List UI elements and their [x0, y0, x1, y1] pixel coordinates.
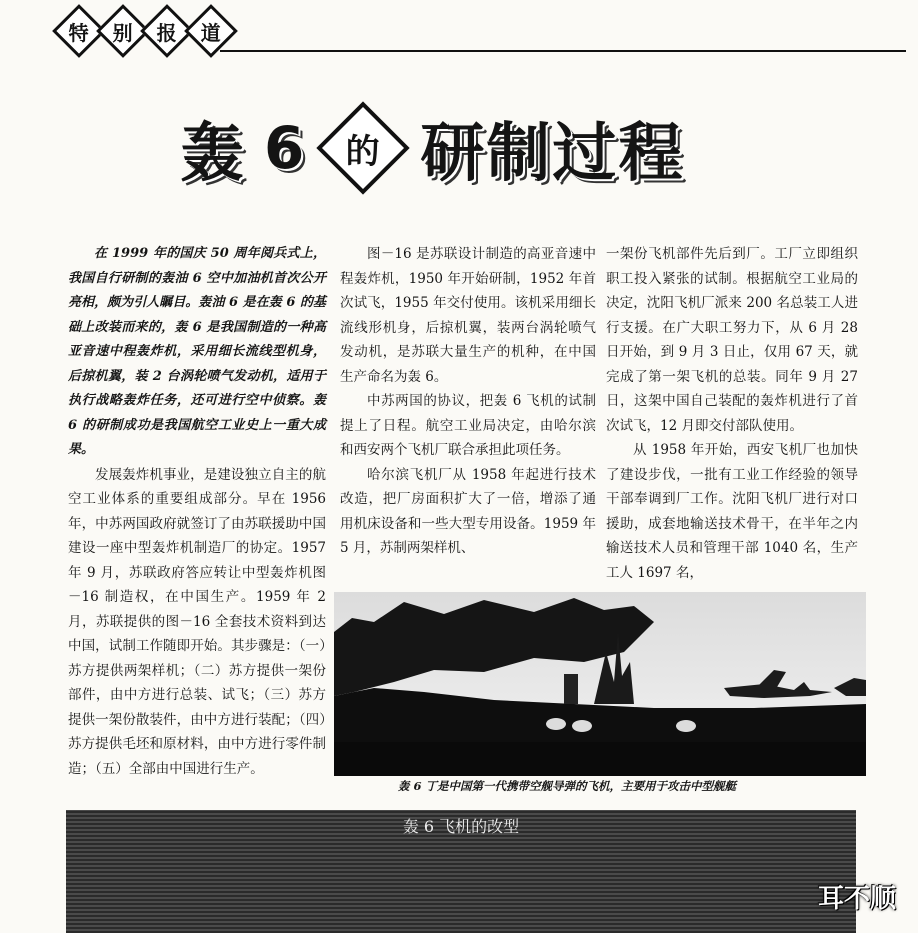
title-de: 的	[346, 131, 381, 172]
section-header	[60, 12, 230, 50]
variants-panel	[66, 810, 856, 933]
variants-panel-title: 轰 6 飞机的改型	[402, 817, 520, 836]
body-paragraph: 中苏两国的协议，把轰 6 飞机的试制提上了日程。航空工业局决定，由哈尔滨和西安两个飞机厂联合承担此项任务。	[340, 393, 596, 458]
body-paragraph: 从 1958 年开始，西安飞机厂也加快了建设步伐，一批有工业工作经验的领导干部奉调到厂工作。沈阳飞机厂进行对口援助，成套地输送技术骨干，在半年之内输送技术人员和管理干部 1040 名，生产工人 1697 名，	[606, 442, 858, 581]
title-number: 6	[264, 114, 307, 182]
title-part2: 研制过程	[420, 117, 685, 191]
column-3	[606, 242, 858, 585]
section-badge: 道	[184, 4, 238, 58]
body-paragraph: 哈尔滨飞机厂从 1958 年起进行技术改造，把厂房面积扩大了一倍，增添了通用机床设备和一些大型专用设备。1959 年 5 月，苏制两架样机、	[340, 466, 596, 556]
section-badge: 报	[140, 4, 194, 58]
title-part1: 轰	[180, 117, 246, 191]
watermark: 耳不顺	[817, 884, 896, 914]
aircraft-photo	[334, 592, 866, 776]
aircraft-photo-image	[334, 592, 866, 776]
body-paragraph: 图－16 是苏联设计制造的高亚音速中程轰炸机，1950 年开始研制，1952 年首次试飞，1955 年交付使用。该机采用细长流线形机身，后掠机翼，装两台涡轮喷气发动机，是苏联大量生产的机种，在中国生产命名为轰 6。	[340, 246, 596, 385]
header-rule	[220, 50, 906, 52]
body-paragraph: 发展轰炸机事业，是建设独立自主的航空工业体系的重要组成部分。早在 1956 年，中苏两国政府就签订了由苏联援助中国建设一座中型轰炸机制造厂的协定。1957 年 9 月，苏联政府答应转让中型轰炸机图－16 制造权，在中国生产。1959 年 2 月，苏联提供的图－16 全套技术资料到达中国，试制工作随即开始。其步骤是：（一）苏方提供两架样机；（二）苏方提供一架份部件，由中方进行总装、试飞；（三）苏方提供一架份散装件，由中方进行装配；（四）苏方提供毛坯和原材料，由中方进行零件制造；（五）全部由中国进行生产。	[68, 466, 326, 777]
section-badge: 特	[52, 4, 106, 58]
intro-paragraph: 在 1999 年的国庆 50 周年阅兵式上，我国自行研制的轰油 6 空中加油机首次公开亮相，颇为引人瞩目。轰油 6 是在轰 6 的基础上改装而来的，轰 6 是我国制造的一种高亚音速中程轰炸机，采用细长流线型机身，后掠机翼，装 2 台涡轮喷气发动机，适用于执行战略轰炸任务，还可进行空中侦察。轰 6 的研制成功是我国航空工业史上一重大成果。	[68, 246, 326, 457]
column-2	[340, 242, 596, 561]
title-de-badge	[317, 101, 410, 194]
photo-caption: 轰 6 丁是中国第一代携带空舰导弹的飞机，主要用于攻击中型舰艇	[398, 779, 737, 793]
column-1	[68, 242, 326, 781]
section-badge: 别	[96, 4, 150, 58]
body-paragraph: 一架份飞机部件先后到厂。工厂立即组织职工投入紧张的试制。根据航空工业局的决定，沈阳飞机厂派来 200 名总装工人进行支援。在广大职工努力下，从 6 月 28 日开始，到 9 月 3 日止，仅用 67 天，就完成了第一架飞机的总装。同年 9 月 27 日，这架中国自己装配的轰炸机进行了首次试飞，12 月即交付部队使用。	[606, 246, 858, 434]
article-title	[180, 108, 685, 191]
